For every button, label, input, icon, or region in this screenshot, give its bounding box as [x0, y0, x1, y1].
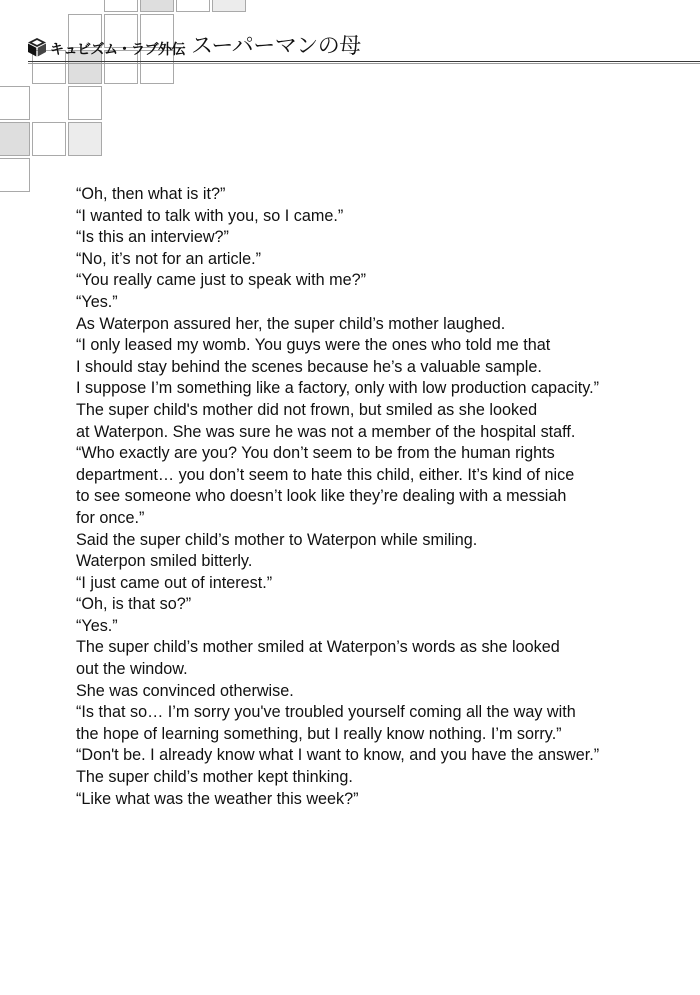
text-line: As Waterpon assured her, the super child’s mother laughed. — [76, 314, 506, 333]
book-cube-icon — [27, 37, 47, 57]
series-title: キュビズム・ラブ外伝 — [50, 42, 185, 58]
decorative-square — [0, 158, 30, 192]
header-rule — [28, 61, 700, 62]
decorative-square — [0, 122, 30, 156]
header-rule-secondary — [28, 63, 700, 64]
decorative-square — [68, 122, 102, 156]
text-line: “I only leased my womb. You guys were the ones who told me that — [76, 336, 551, 355]
text-line: Said the super child’s mother to Waterpon while smiling. — [76, 530, 478, 549]
decorative-square — [0, 86, 30, 120]
decorative-square — [104, 0, 138, 12]
body-text — [76, 184, 676, 810]
text-line: “Yes.” — [76, 292, 118, 311]
text-line: She was convinced otherwise. — [76, 681, 294, 700]
text-line: department… you don’t seem to hate this child, either. It’s kind of nice — [76, 465, 575, 484]
text-line: “Oh, then what is it?” — [76, 185, 226, 203]
text-line: I should stay behind the scenes because he’s a valuable sample. — [76, 357, 542, 376]
text-line: the hope of learning something, but I really know nothing. I’m sorry.” — [76, 724, 562, 743]
text-line: “Don't be. I already know what I want to know, and you have the answer.” — [76, 746, 600, 765]
text-line: “Is this an interview?” — [76, 228, 229, 247]
running-header — [27, 33, 361, 59]
text-line: out the window. — [76, 660, 188, 679]
text-line: to see someone who doesn’t look like they’re dealing with a messiah — [76, 487, 567, 506]
decorative-square — [68, 86, 102, 120]
text-line: “I wanted to talk with you, so I came.” — [76, 206, 344, 225]
text-line: Waterpon smiled bitterly. — [76, 552, 253, 571]
text-line: “Oh, is that so?” — [76, 595, 192, 614]
text-line: The super child’s mother smiled at Waterpon’s words as she looked — [76, 638, 560, 657]
text-line: “You really came just to speak with me?” — [76, 271, 367, 290]
text-line: “No, it’s not for an article.” — [76, 249, 262, 268]
text-line: The super child’s mother kept thinking. — [76, 768, 353, 787]
decorative-square — [32, 122, 66, 156]
text-line: “Yes.” — [76, 616, 118, 635]
text-line: “Is that so… I’m sorry you've troubled yourself coming all the way with — [76, 703, 576, 722]
text-line: The super child's mother did not frown, but smiled as she looked — [76, 400, 538, 419]
text-line: “I just came out of interest.” — [76, 573, 273, 592]
text-line: at Waterpon. She was sure he was not a member of the hospital staff. — [76, 422, 576, 441]
text-line: “Who exactly are you? You don’t seem to be from the human rights — [76, 444, 555, 463]
text-line: I suppose I’m something like a factory, only with low production capacity.” — [76, 379, 600, 398]
decorative-square — [140, 0, 174, 12]
decorative-square — [212, 0, 246, 12]
text-line: for once.” — [76, 508, 145, 527]
text-line: “Like what was the weather this week?” — [76, 789, 359, 808]
chapter-title: スーパーマンの母 — [191, 34, 361, 59]
decorative-square — [176, 0, 210, 12]
